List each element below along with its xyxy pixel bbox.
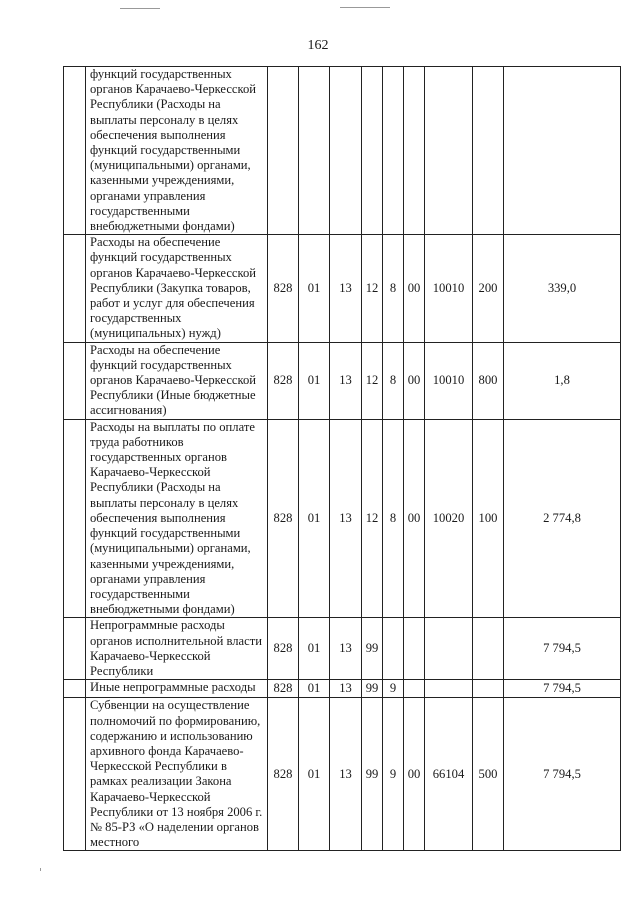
- row-description: функций государственных органов Карачаево-Черкесской Республики (Расходы на выплаты персоналу в целях обеспечения выполнения функций государственными (муниципальными) органами, казенными учреждениями, органами управления государственными внебюджетными фондами): [86, 67, 268, 235]
- table-row: [64, 67, 621, 235]
- section-code: 01: [299, 698, 330, 851]
- ministry-code: 828: [268, 698, 299, 851]
- subprogram-code: 8: [383, 419, 404, 618]
- amount-cell: 339,0: [504, 235, 621, 342]
- subprogram-code: 9: [383, 698, 404, 851]
- row-description: Субвенции на осуществление полномочий по формированию, содержанию и использованию архивного фонда Карачаево-Черкесской Республики в рамках реализации Закона Карачаево-Черкесской Республики от 13 ноября 2006 г. № 85-РЗ «О наделении органов местного: [86, 698, 268, 851]
- ministry-code: 828: [268, 235, 299, 342]
- section-code: 01: [299, 342, 330, 419]
- expense-type-code: [473, 618, 504, 680]
- direction-code: 10010: [425, 235, 473, 342]
- table-row: [64, 680, 621, 698]
- section-code: 01: [299, 618, 330, 680]
- section-code: 01: [299, 419, 330, 618]
- table-body: [64, 67, 621, 851]
- scan-artifact: [120, 8, 160, 9]
- program-code: [362, 67, 383, 235]
- amount-cell: 7 794,5: [504, 618, 621, 680]
- subsection-code: 13: [330, 618, 362, 680]
- amount-cell: 2 774,8: [504, 419, 621, 618]
- direction-code: [425, 67, 473, 235]
- row-index-cell: [64, 342, 86, 419]
- subprogram-code: 8: [383, 342, 404, 419]
- scan-artifact: [340, 7, 390, 8]
- direction-code: 66104: [425, 698, 473, 851]
- row-index-cell: [64, 698, 86, 851]
- ministry-code: 828: [268, 618, 299, 680]
- subsection-code: [330, 67, 362, 235]
- direction-code: 10010: [425, 342, 473, 419]
- direction-code: [425, 680, 473, 698]
- expense-type-code: [473, 67, 504, 235]
- section-code: [299, 67, 330, 235]
- row-index-cell: [64, 618, 86, 680]
- main-event-code: 00: [404, 235, 425, 342]
- table-row: [64, 419, 621, 618]
- table-row: [64, 342, 621, 419]
- subprogram-code: 9: [383, 680, 404, 698]
- ministry-code: 828: [268, 419, 299, 618]
- row-index-cell: [64, 67, 86, 235]
- expense-type-code: 100: [473, 419, 504, 618]
- budget-table: [63, 66, 621, 851]
- subprogram-code: [383, 67, 404, 235]
- program-code: 12: [362, 419, 383, 618]
- amount-cell: [504, 67, 621, 235]
- main-event-code: [404, 67, 425, 235]
- row-index-cell: [64, 680, 86, 698]
- program-code: 12: [362, 235, 383, 342]
- table-row: [64, 698, 621, 851]
- program-code: 99: [362, 680, 383, 698]
- subprogram-code: 8: [383, 235, 404, 342]
- main-event-code: [404, 680, 425, 698]
- amount-cell: 7 794,5: [504, 680, 621, 698]
- expense-type-code: 800: [473, 342, 504, 419]
- page-number: 162: [307, 38, 329, 53]
- program-code: 12: [362, 342, 383, 419]
- ministry-code: 828: [268, 342, 299, 419]
- amount-cell: 7 794,5: [504, 698, 621, 851]
- amount-cell: 1,8: [504, 342, 621, 419]
- expense-type-code: [473, 680, 504, 698]
- section-code: 01: [299, 680, 330, 698]
- row-index-cell: [64, 235, 86, 342]
- row-description: Непрограммные расходы органов исполнительной власти Карачаево-Черкесской Республики: [86, 618, 268, 680]
- section-code: 01: [299, 235, 330, 342]
- program-code: 99: [362, 618, 383, 680]
- main-event-code: 00: [404, 419, 425, 618]
- table-row: [64, 235, 621, 342]
- expense-type-code: 500: [473, 698, 504, 851]
- scan-artifact: [40, 868, 41, 871]
- expense-type-code: 200: [473, 235, 504, 342]
- row-description: Расходы на обеспечение функций государственных органов Карачаево-Черкесской Республики (Иные бюджетные ассигнования): [86, 342, 268, 419]
- subsection-code: 13: [330, 698, 362, 851]
- subsection-code: 13: [330, 342, 362, 419]
- row-description: Расходы на выплаты по оплате труда работников государственных органов Карачаево-Черкесской Республики (Расходы на выплаты персоналу в целях обеспечения выполнения функций государственными (муниципальными) органами, казенными учреждениями, органами управления государственными внебюджетными фондами): [86, 419, 268, 618]
- main-event-code: 00: [404, 342, 425, 419]
- row-description: Иные непрограммные расходы: [86, 680, 268, 698]
- subsection-code: 13: [330, 680, 362, 698]
- ministry-code: 828: [268, 680, 299, 698]
- subsection-code: 13: [330, 235, 362, 342]
- subprogram-code: [383, 618, 404, 680]
- subsection-code: 13: [330, 419, 362, 618]
- main-event-code: [404, 618, 425, 680]
- table-row: [64, 618, 621, 680]
- program-code: 99: [362, 698, 383, 851]
- ministry-code: [268, 67, 299, 235]
- direction-code: 10020: [425, 419, 473, 618]
- row-description: Расходы на обеспечение функций государственных органов Карачаево-Черкесской Республики (Закупка товаров, работ и услуг для обеспечения государственных (муниципальных) нужд): [86, 235, 268, 342]
- row-index-cell: [64, 419, 86, 618]
- direction-code: [425, 618, 473, 680]
- main-event-code: 00: [404, 698, 425, 851]
